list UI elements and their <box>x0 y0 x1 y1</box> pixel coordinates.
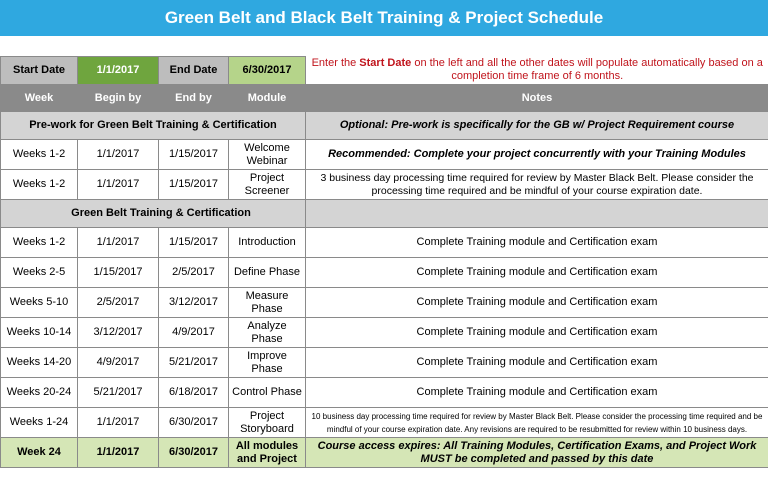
final-note-line2: MUST be completed and passed by this date <box>420 452 654 465</box>
instruction-bold: Start Date <box>359 57 412 70</box>
begin-cell: 1/15/2017 <box>78 258 159 288</box>
end-cell: 2/5/2017 <box>159 258 229 288</box>
week-cell: Weeks 14-20 <box>1 348 78 378</box>
week-cell: Weeks 1-24 <box>1 408 78 438</box>
begin-cell: 5/21/2017 <box>78 378 159 408</box>
start-date-label: Start Date <box>1 57 78 85</box>
note-cell: Complete Training module and Certification exam <box>306 378 768 408</box>
start-date-cell[interactable]: 1/1/2017 <box>78 57 159 85</box>
module-cell: Project Storyboard <box>229 408 306 438</box>
table-row <box>1 140 768 170</box>
end-cell: 3/12/2017 <box>159 288 229 318</box>
end-cell: 1/15/2017 <box>159 170 229 200</box>
module-cell: Project Screener <box>229 170 306 200</box>
header-begin: Begin by <box>78 85 159 112</box>
week-cell: Weeks 1-2 <box>1 140 78 170</box>
section-training <box>1 200 768 228</box>
table-row <box>1 318 768 348</box>
section-prework-note: Optional: Pre-work is specifically for the GB w/ Project Requirement course <box>306 112 768 140</box>
module-cell: Define Phase <box>229 258 306 288</box>
header-end: End by <box>159 85 229 112</box>
section-training-title: Green Belt Training & Certification <box>1 200 306 228</box>
date-input-row <box>1 57 768 85</box>
header-row <box>1 85 768 112</box>
week-cell: Weeks 10-14 <box>1 318 78 348</box>
begin-cell: 1/1/2017 <box>78 140 159 170</box>
week-cell: Weeks 1-2 <box>1 228 78 258</box>
end-cell: 1/15/2017 <box>159 228 229 258</box>
note-cell: Complete Training module and Certification exam <box>306 348 768 378</box>
module-cell: Welcome Webinar <box>229 140 306 170</box>
section-prework-title: Pre-work for Green Belt Training & Certification <box>1 112 306 140</box>
end-cell: 5/21/2017 <box>159 348 229 378</box>
begin-cell: 1/1/2017 <box>78 228 159 258</box>
module-cell: Control Phase <box>229 378 306 408</box>
week-cell: Weeks 2-5 <box>1 258 78 288</box>
end-cell: 4/9/2017 <box>159 318 229 348</box>
module-cell: Improve Phase <box>229 348 306 378</box>
note-cell: Recommended: Complete your project concurrently with your Training Modules <box>306 140 768 170</box>
week-cell: Weeks 5-10 <box>1 288 78 318</box>
end-cell: 6/30/2017 <box>159 408 229 438</box>
begin-cell: 1/1/2017 <box>78 408 159 438</box>
module-cell: Measure Phase <box>229 288 306 318</box>
note-cell: 3 business day processing time required for review by Master Black Belt. Please consider the processing time required and be mindful of your course expiration date. <box>306 170 768 200</box>
table-row <box>1 408 768 438</box>
note-cell: Complete Training module and Certification exam <box>306 288 768 318</box>
end-cell: 1/15/2017 <box>159 140 229 170</box>
end-cell: 6/30/2017 <box>159 438 229 468</box>
end-cell: 6/18/2017 <box>159 378 229 408</box>
week-cell: Weeks 20-24 <box>1 378 78 408</box>
week-cell: Week 24 <box>1 438 78 468</box>
final-note-cell <box>306 438 768 468</box>
week-cell: Weeks 1-2 <box>1 170 78 200</box>
table-row <box>1 288 768 318</box>
schedule-table <box>0 56 768 468</box>
note-cell: Complete Training module and Certification exam <box>306 228 768 258</box>
table-row <box>1 258 768 288</box>
table-row <box>1 228 768 258</box>
begin-cell: 4/9/2017 <box>78 348 159 378</box>
module-cell: Introduction <box>229 228 306 258</box>
page-title: Green Belt and Black Belt Training & Project Schedule <box>0 0 768 36</box>
header-module: Module <box>229 85 306 112</box>
note-cell: Complete Training module and Certification exam <box>306 318 768 348</box>
table-row <box>1 378 768 408</box>
instruction-pre: Enter the <box>311 57 360 70</box>
table-row <box>1 348 768 378</box>
final-note-line1: Course access expires: All Training Modules, Certification Exams, and Project Work <box>317 439 757 452</box>
header-notes: Notes <box>306 85 768 112</box>
module-cell: Analyze Phase <box>229 318 306 348</box>
note-cell: 10 business day processing time required for review by Master Black Belt. Please consider the processing time required and be mindful of your course expiration date. Any revisions are required to be resubmitted for review within 10 business days. <box>306 408 768 438</box>
module-cell: All modules and Project <box>229 438 306 468</box>
header-week: Week <box>1 85 78 112</box>
begin-cell: 3/12/2017 <box>78 318 159 348</box>
end-date-label: End Date <box>159 57 229 85</box>
note-cell: Complete Training module and Certification exam <box>306 258 768 288</box>
table-row <box>1 170 768 200</box>
begin-cell: 1/1/2017 <box>78 438 159 468</box>
instruction-post: on the left and all the other dates will populate automatically based on a completion time frame of 6 months. <box>411 57 763 83</box>
section-prework <box>1 112 768 140</box>
end-date-cell: 6/30/2017 <box>229 57 306 85</box>
begin-cell: 2/5/2017 <box>78 288 159 318</box>
begin-cell: 1/1/2017 <box>78 170 159 200</box>
instruction-text <box>306 57 768 85</box>
final-row <box>1 438 768 468</box>
section-training-empty <box>306 200 768 228</box>
